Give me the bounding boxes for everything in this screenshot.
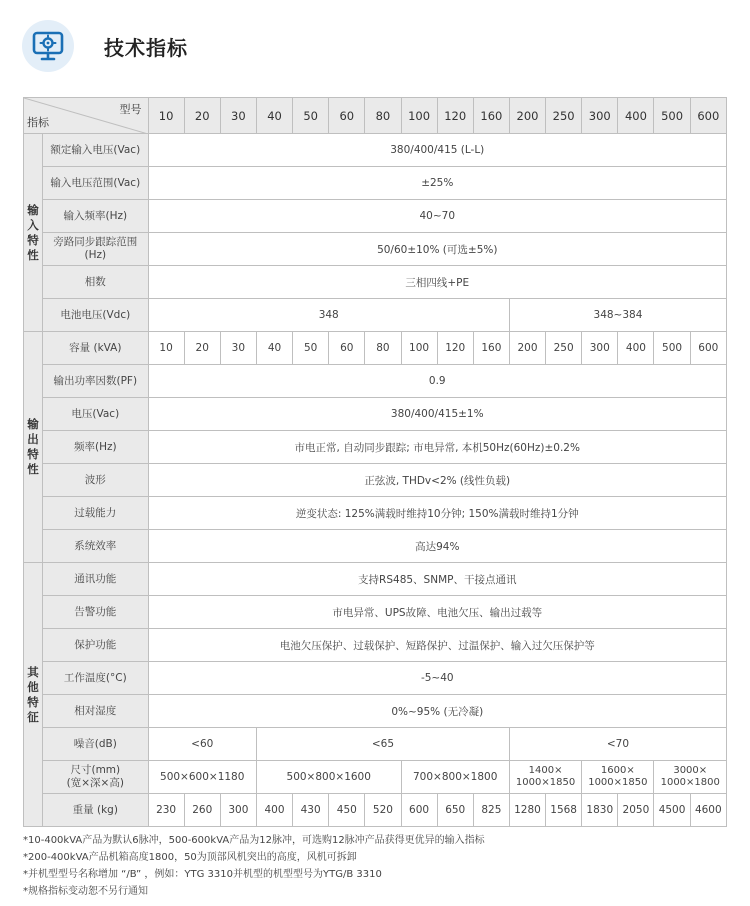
table-row [24, 266, 727, 299]
size-cell-line: 1000×1800 [660, 777, 720, 788]
table-row [24, 629, 727, 662]
row-value: -5~40 [148, 662, 726, 695]
table-row [24, 431, 727, 464]
row-value: 电池欠压保护、过载保护、短路保护、过温保护、输入过欠压保护等 [148, 629, 726, 662]
row-label: 重量 (kg) [43, 794, 148, 827]
row-value: ±25% [148, 167, 726, 200]
table-row [24, 695, 727, 728]
model-header-cell: 120 [437, 98, 473, 134]
row-label: 保护功能 [43, 629, 148, 662]
spec-corner-label: 指标 [27, 116, 49, 129]
row-value: 0.9 [148, 365, 726, 398]
capacity-cell: 100 [401, 332, 437, 365]
noise-cell: <60 [148, 728, 256, 761]
footnote: *10-400kVA产品为默认6脉冲，500-600kVA产品为12脉冲，可选购12脉冲产品获得更优异的输入指标 [23, 835, 485, 846]
size-cell [509, 761, 581, 794]
weight-cell: 260 [184, 794, 220, 827]
row-value: 逆变状态: 125%满载时维持10分钟; 150%满载时维持1分钟 [148, 497, 726, 530]
row-value: 40~70 [148, 200, 726, 233]
capacity-cell: 80 [365, 332, 401, 365]
weight-cell: 430 [293, 794, 329, 827]
row-label: 额定输入电压(Vac) [43, 134, 148, 167]
size-cell: 700×800×1800 [401, 761, 509, 794]
model-header-cell: 200 [509, 98, 545, 134]
weight-cell: 4600 [690, 794, 726, 827]
row-label: 容量 (kVA) [43, 332, 148, 365]
row-value: 市电正常, 自动同步跟踪; 市电异常, 本机50Hz(60Hz)±0.2% [148, 431, 726, 464]
model-header-row [24, 98, 727, 134]
table-row [24, 662, 727, 695]
weight-cell: 400 [256, 794, 292, 827]
row-value: 三相四线+PE [148, 266, 726, 299]
capacity-cell: 160 [473, 332, 509, 365]
row-label: 频率(Hz) [43, 431, 148, 464]
capacity-cell: 30 [220, 332, 256, 365]
table-row [24, 530, 727, 563]
model-header-cell: 500 [654, 98, 690, 134]
model-header-cell: 40 [256, 98, 292, 134]
page-header [22, 18, 722, 74]
table-row [24, 398, 727, 431]
table-row [24, 794, 727, 827]
row-label: 噪音(dB) [43, 728, 148, 761]
row-label: 波形 [43, 464, 148, 497]
model-header-cell: 250 [546, 98, 582, 134]
capacity-cell: 50 [293, 332, 329, 365]
table-row [24, 233, 727, 266]
weight-cell: 600 [401, 794, 437, 827]
row-label: 系统效率 [43, 530, 148, 563]
table-row [24, 200, 727, 233]
row-label [43, 761, 148, 794]
size-cell-line: 1000×1850 [515, 777, 576, 788]
table-row [24, 761, 727, 794]
row-value: 348~384 [509, 299, 726, 332]
table-corner-cell [24, 98, 149, 134]
weight-cell: 825 [473, 794, 509, 827]
row-value: 0%~95% (无冷凝) [148, 695, 726, 728]
footnotes [23, 832, 723, 900]
size-cell-line: 3000× [673, 765, 708, 776]
capacity-cell: 40 [256, 332, 292, 365]
table-row [24, 299, 727, 332]
model-header-cell: 80 [365, 98, 401, 134]
row-label: 旁路同步跟踪范围(Hz) [43, 233, 148, 266]
model-header-cell: 50 [293, 98, 329, 134]
size-cell [582, 761, 654, 794]
row-value: 50/60±10% (可选±5%) [148, 233, 726, 266]
model-header-cell: 160 [473, 98, 509, 134]
size-cell: 500×600×1180 [148, 761, 256, 794]
row-label: 通讯功能 [43, 563, 148, 596]
row-label: 电压(Vac) [43, 398, 148, 431]
size-label: 尺寸(mm) [70, 764, 121, 776]
row-value: 市电异常、UPS故障、电池欠压、输出过载等 [148, 596, 726, 629]
footnote: *并机型型号名称增加 “/B” ，例如：YTG 3310并机型的机型型号为YTG/B 3310 [23, 869, 382, 880]
noise-cell: <70 [509, 728, 726, 761]
weight-cell: 450 [329, 794, 365, 827]
row-label: 输出功率因数(PF) [43, 365, 148, 398]
weight-cell: 1568 [546, 794, 582, 827]
table-row [24, 365, 727, 398]
capacity-cell: 60 [329, 332, 365, 365]
monitor-gear-icon [22, 20, 74, 72]
model-header-cell: 10 [148, 98, 184, 134]
model-header-cell: 30 [220, 98, 256, 134]
capacity-cell: 300 [582, 332, 618, 365]
capacity-cell: 120 [437, 332, 473, 365]
row-label: 过载能力 [43, 497, 148, 530]
noise-cell: <65 [256, 728, 509, 761]
row-label: 输入电压范围(Vac) [43, 167, 148, 200]
page-title: 技术指标 [104, 36, 188, 60]
weight-cell: 1830 [582, 794, 618, 827]
group-other: 其他特征 [24, 563, 43, 827]
table-row [24, 728, 727, 761]
size-cell-line: 1600× [600, 765, 635, 776]
row-label: 告警功能 [43, 596, 148, 629]
model-header-cell: 300 [582, 98, 618, 134]
model-header-cell: 20 [184, 98, 220, 134]
weight-cell: 300 [220, 794, 256, 827]
row-value: 348 [148, 299, 509, 332]
size-label-dims: (宽×深×高) [66, 777, 124, 789]
weight-cell: 4500 [654, 794, 690, 827]
size-cell: 500×800×1600 [256, 761, 401, 794]
group-input: 输入特性 [24, 134, 43, 332]
table-row [24, 596, 727, 629]
row-value: 高达94% [148, 530, 726, 563]
weight-cell: 1280 [509, 794, 545, 827]
weight-cell: 650 [437, 794, 473, 827]
row-value: 正弦波, THDv<2% (线性负载) [148, 464, 726, 497]
model-header-cell: 600 [690, 98, 726, 134]
capacity-cell: 400 [618, 332, 654, 365]
capacity-cell: 200 [509, 332, 545, 365]
row-label: 相对湿度 [43, 695, 148, 728]
row-label: 输入频率(Hz) [43, 200, 148, 233]
model-header-cell: 100 [401, 98, 437, 134]
group-output: 输出特性 [24, 332, 43, 563]
table-row [24, 497, 727, 530]
row-label: 工作温度(°C) [43, 662, 148, 695]
footnote: *规格指标变动恕不另行通知 [23, 886, 148, 897]
capacity-cell: 600 [690, 332, 726, 365]
weight-cell: 2050 [618, 794, 654, 827]
table-row [24, 332, 727, 365]
size-cell [654, 761, 727, 794]
table-row [24, 167, 727, 200]
spec-table [23, 97, 727, 827]
weight-cell: 520 [365, 794, 401, 827]
model-header-cell: 60 [329, 98, 365, 134]
capacity-cell: 20 [184, 332, 220, 365]
table-row [24, 464, 727, 497]
model-header-cell: 400 [618, 98, 654, 134]
model-corner-label: 型号 [119, 103, 142, 116]
footnote: *200-400kVA产品机箱高度1800，50为顶部风机突出的高度，风机可拆卸 [23, 852, 357, 863]
row-value: 380/400/415 (L-L) [148, 134, 726, 167]
row-label: 电池电压(Vdc) [43, 299, 148, 332]
row-value: 支持RS485、SNMP、干接点通讯 [148, 563, 726, 596]
weight-cell: 230 [148, 794, 184, 827]
capacity-cell: 10 [148, 332, 184, 365]
table-row [24, 563, 727, 596]
row-label: 相数 [43, 266, 148, 299]
table-row [24, 134, 727, 167]
capacity-cell: 500 [654, 332, 690, 365]
size-cell-line: 1000×1850 [588, 777, 648, 788]
capacity-cell: 250 [546, 332, 582, 365]
row-value: 380/400/415±1% [148, 398, 726, 431]
size-cell-line: 1400× [528, 765, 563, 776]
